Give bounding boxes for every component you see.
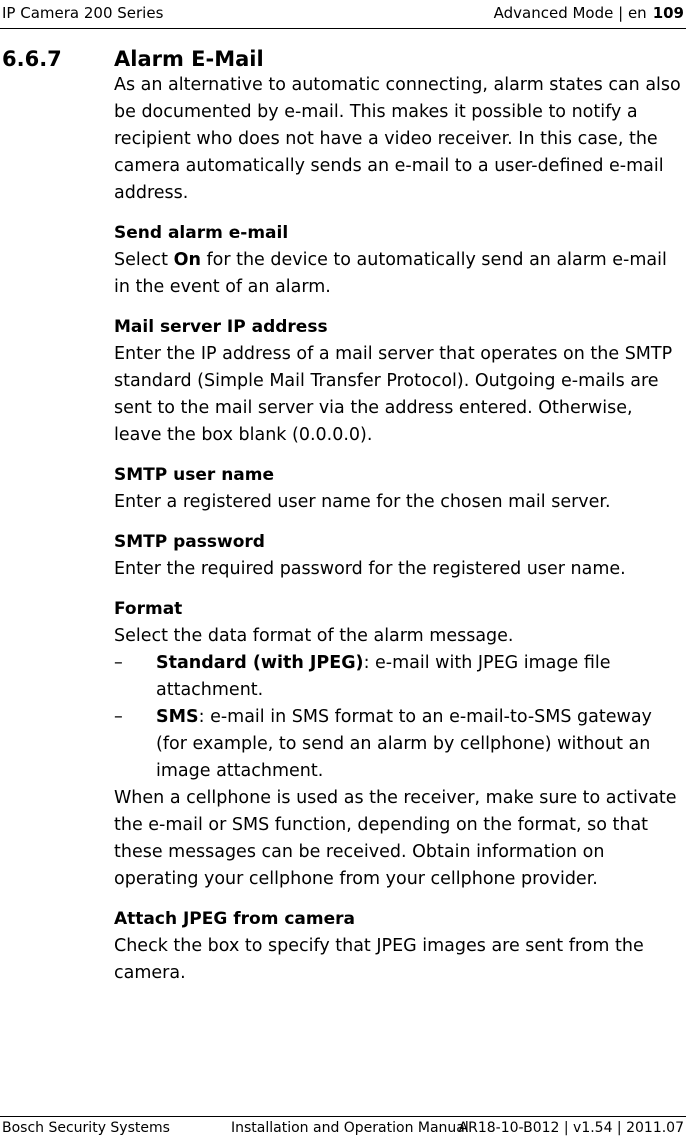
page-header [0,0,686,29]
page-number: 109 [652,4,684,22]
mail-server-heading: Mail server IP address [114,317,328,337]
section-title: Alarm E-Mail [114,47,264,71]
format-text: Select the data format of the alarm message. [114,626,514,646]
list-item-label: Standard (with JPEG) [156,653,364,673]
send-alarm-heading: Send alarm e-mail [114,223,289,243]
smtp-user-text: Enter a registered user name for the chosen mail server. [114,492,611,512]
header-mode: Advanced Mode | en [493,4,647,22]
attach-jpeg-text: Check the box to specify that JPEG images are sent from the camera. [114,936,644,983]
header-section [494,4,684,22]
intro-paragraph: As an alternative to automatic connecting, alarm states can also be documented by e-mail. This makes it possible to notify a recipient who does not have a video receiver. In this case, the camera automatically sends an e-mail to a user-defined e-mail address. [114,75,681,203]
smtp-password-text: Enter the required password for the registered user name. [114,559,626,579]
list-item-text: : e-mail with JPEG image file attachment. [156,653,611,700]
footer-doc-id: AR18-10-B012 | v1.54 | 2011.07 [458,1120,684,1136]
list-item-label: SMS [156,707,199,727]
list-item [114,650,684,704]
attach-jpeg-heading: Attach JPEG from camera [114,909,355,929]
mail-server-text: Enter the IP address of a mail server that operates on the SMTP standard (Simple Mail Transfer Protocol). Outgoing e-mails are sent to the mail server via the address entered. Otherwise, leave the box blank (0.0.0.0). [114,344,673,445]
list-dash: – [114,707,123,727]
send-alarm-post: for the device to automatically send an alarm e-mail in the event of an alarm. [114,250,667,297]
section-body [114,72,684,987]
send-alarm-pre: Select [114,250,174,270]
section-number: 6.6.7 [2,47,62,71]
smtp-user-heading: SMTP user name [114,465,275,485]
format-heading: Format [114,599,183,619]
list-item [114,704,684,785]
footer-manual: Installation and Operation Manual [231,1120,469,1136]
format-note: When a cellphone is used as the receiver, make sure to activate the e-mail or SMS function, depending on the format, so that these messages can be received. Obtain information on operating your cellphone from your cellphone provider. [114,788,677,889]
list-dash: – [114,653,123,673]
page-footer [0,1116,686,1136]
footer-company: Bosch Security Systems [2,1120,170,1136]
list-item-text: : e-mail in SMS format to an e-mail-to-SMS gateway (for example, to send an alarm by cellphone) without an image attachment. [156,707,652,781]
smtp-password-heading: SMTP password [114,532,265,552]
header-product: IP Camera 200 Series [2,4,164,22]
on-keyword: On [173,250,201,270]
send-alarm-text [114,247,684,301]
